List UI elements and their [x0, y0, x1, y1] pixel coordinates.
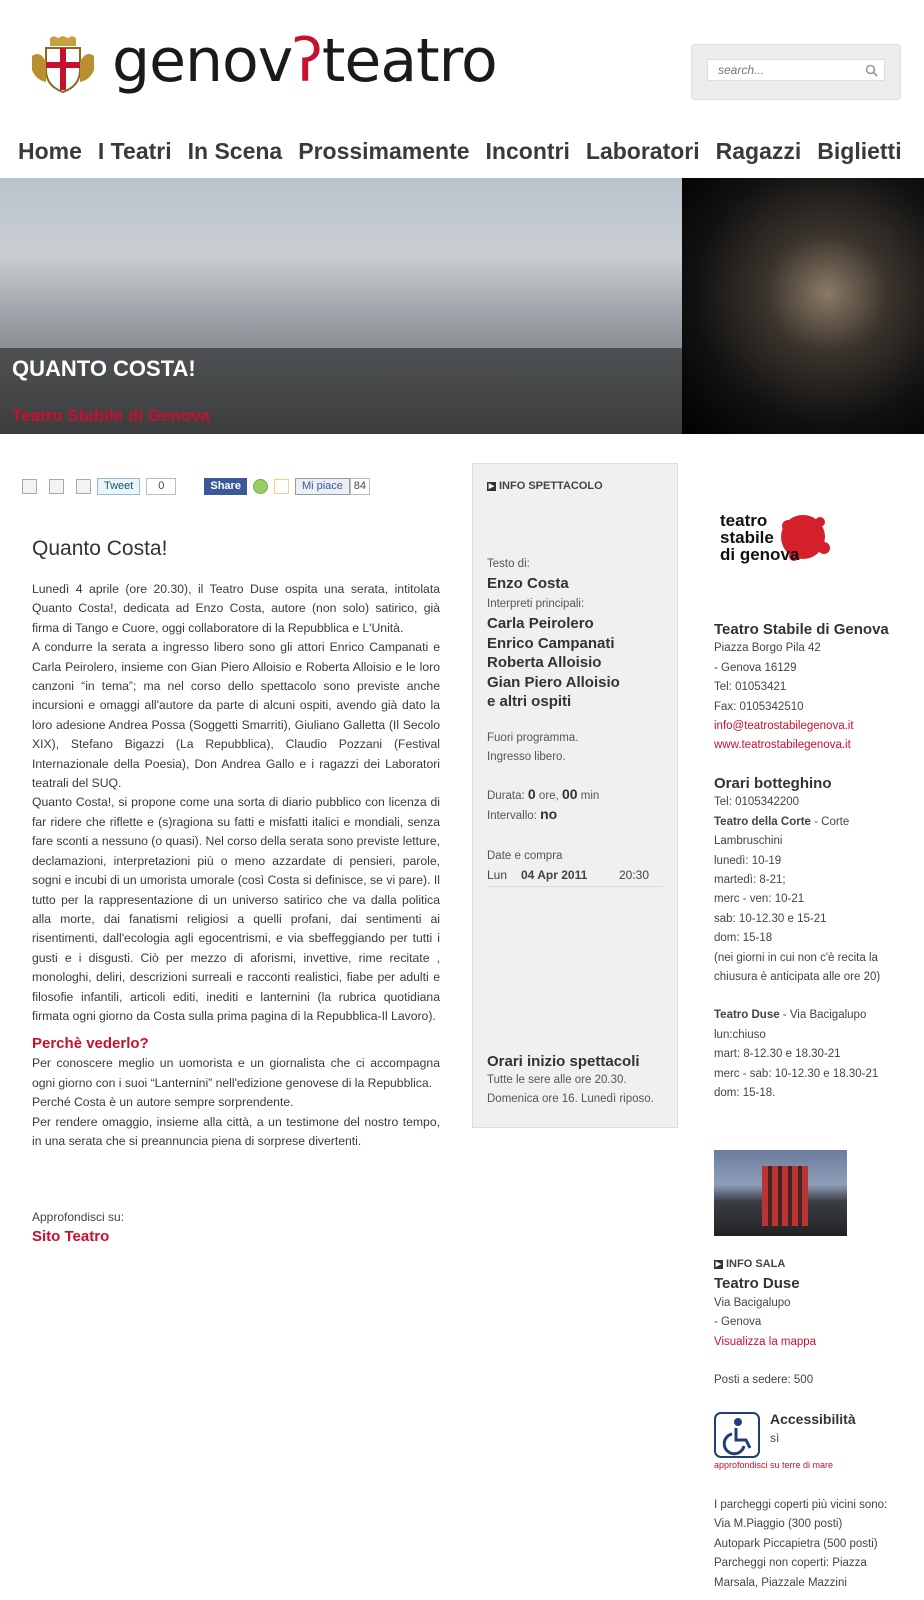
banner-title: QUANTO COSTA! [12, 356, 196, 381]
hours-line: lunedì: 10-19 [714, 854, 782, 867]
search-icon[interactable] [865, 64, 878, 77]
testo-label: Testo di: [487, 558, 530, 570]
botteghino-phone: Tel: 0105342200 [714, 796, 800, 809]
accessibility-value: sì [770, 1431, 780, 1445]
info-spettacolo-heading: ▶ INFO SPETTACOLO [488, 480, 603, 492]
teatro-stabile-logo[interactable]: teatro stabile di genova [720, 508, 840, 570]
why-paragraph: Per conoscere meglio un uomorista e un giornalista che ci accompagna ogni giorno con i suoi “Lanternini” nell'edizione genovese di la Repubblica. [32, 1056, 440, 1090]
article-title: Quanto Costa! [32, 537, 168, 560]
orari-line: Domenica ore 16. Lunedì riposo. [487, 1093, 654, 1105]
genova-crest-icon [28, 36, 98, 96]
info-sala-heading: ▶ INFO SALA [715, 1258, 786, 1270]
article-paragraph: Quanto Costa!, si propone come una sorta di diario pubblico con licenza di far ridere che riflette e (s)ragiona su fatti e misfatti italici e mondiali, senza fare sconti a nessuno (o quasi). Nel corso della serata sono previste letture, declamazioni, interpretazioni più o meno azzardate di pensieri, parole, sogni e incubi di un umorista umorale (così Costa si definisce, se vi pare). Il tutto per la rappresentazione di un universo satirico che va dalla politica alla morte, dai fanatismi religiosi a quelli profani, dai sentimenti ai risentimenti, dall'ecologia agli egocentrismi, e via sbeffeggiando per tutti i gusti e i disgusti. Ciò per mezzo di aforismi, invettive, rime recitate , monologhi, deliri, descrizioni surreali e racconti realistici, fiabe per adulti e filosofie infantili, articoli editi, inediti e lanternini (la rubrica quotidiana firmata ogni giorno da Costa sulla prima pagina di la Repubblica-Il Lavoro). [32, 795, 440, 1023]
arrow-right-icon: ▶ [715, 1260, 722, 1268]
ingresso-libero: Ingresso libero. [487, 751, 566, 763]
botteghino-block [714, 774, 904, 1104]
delicious-icon[interactable] [253, 479, 268, 494]
info-spettacolo-box [472, 463, 678, 1128]
info-sala-block [714, 1255, 904, 1390]
search-input[interactable] [707, 59, 885, 81]
sala-name: Teatro Duse [714, 1275, 800, 1293]
hours-line: lun:chiuso [714, 1028, 766, 1041]
parcheggi-block [714, 1496, 904, 1593]
hours-line: dom: 15-18. [714, 1087, 776, 1100]
date-entry[interactable]: Lun 04 Apr 2011 20:30 [487, 868, 663, 887]
oknotizie-icon[interactable] [274, 479, 289, 494]
why-paragraph: Perché Costa è un autore sempre sorprendente. [32, 1095, 294, 1110]
hours-line: sab: 10-12.30 e 15-21 [714, 912, 827, 925]
approfondisci-label: Approfondisci su: [32, 1210, 125, 1224]
hours-line: merc - sab: 10-12.30 e 18.30-21 [714, 1067, 879, 1080]
corte-header: Teatro della Corte - Corte Lambruschini [714, 815, 850, 848]
search-container [691, 44, 901, 100]
interprete: e altri ospiti [487, 693, 572, 710]
like-count: 84 [350, 478, 370, 495]
interprete: Enrico Campanati [487, 634, 615, 652]
why-heading: Perchè vederlo? [32, 1035, 149, 1053]
share-toolbar [22, 478, 370, 495]
website-link[interactable]: www.teatrostabilegenova.it [714, 739, 851, 752]
terre-di-mare-link[interactable]: approfondisci su terre di mare [714, 1460, 834, 1470]
print-icon[interactable] [22, 479, 37, 494]
facebook-share-button[interactable]: Share [204, 478, 247, 495]
intervallo-row: Intervallo: no [487, 806, 558, 822]
email-link[interactable]: info@teatrostabilegenova.it [714, 720, 854, 733]
arrow-right-icon: ▶ [488, 482, 495, 490]
contact-block [714, 620, 904, 756]
address-line: - Genova 16129 [714, 661, 797, 674]
duse-header: Teatro Duse - Via Bacigalupo [714, 1009, 867, 1022]
parcheggi-line: I parcheggi coperti più vicini sono: [714, 1499, 888, 1511]
article-body [32, 536, 440, 1151]
orari-line: Tutte le sere alle ore 20.30. [487, 1074, 627, 1086]
hours-line: dom: 15-18 [714, 932, 773, 945]
hours-line: merc - ven: 10-21 [714, 893, 805, 906]
favorite-icon[interactable] [76, 479, 91, 494]
nav-i-teatri[interactable]: I Teatri [97, 138, 172, 164]
sito-teatro-link[interactable]: Sito Teatro [32, 1228, 110, 1245]
parcheggi-line: Autopark Piccapietra (500 posti) [714, 1537, 878, 1550]
show-banner [0, 178, 924, 434]
nav-ragazzi[interactable]: Ragazzi [715, 138, 802, 164]
hours-line: martedì: 8-21; [714, 874, 786, 887]
tweet-count: 0 [146, 478, 176, 495]
botteghino-title: Orari botteghino [714, 775, 832, 792]
testo-value: Enzo Costa [487, 575, 569, 592]
address-line: Piazza Borgo Pila 42 [714, 642, 821, 655]
fax: Fax: 0105342510 [714, 700, 804, 713]
email-icon[interactable] [49, 479, 64, 494]
nav-laboratori[interactable]: Laboratori [585, 138, 700, 164]
banner-subtitle: Teatro Stabile di Genova [12, 406, 211, 425]
parcheggi-line: Parcheggi non coperti: Piazza Marsala, Piazzale Mazzini [714, 1557, 867, 1589]
sala-address: - Genova [714, 1316, 762, 1329]
nav-in-scena[interactable]: In Scena [187, 138, 283, 164]
site-logo[interactable]: genovʔteatro [112, 26, 497, 96]
nav-prossimamente[interactable]: Prossimamente [298, 138, 470, 164]
posti-sedere: Posti a sedere: 500 [714, 1374, 814, 1387]
durata-row: Durata: 0 ore, 00 min [487, 786, 600, 802]
phone: Tel: 01053421 [714, 681, 787, 694]
accessibility-title: Accessibilità [770, 1411, 856, 1427]
article-paragraph: A condurre la serata a ingresso libero sono gli attori Enrico Campanati e Carla Peirolero, insieme con Gian Piero Alloisio e Roberta Alloisio e le loro canzoni “in tema”; ma nel corso dello spettacolo sono previste anche incursioni e omaggi all'autore da parte di alcuni ospiti, avendo già dato la loro adesione Andrea Possa (Soggetti Smarriti), Giuliano Galletta (Il Secolo XIX), Stefano Bigazzi (La Repubblica), Claudio Pozzani (Festival Internazionale della Poesia), Don Andrea Gallo e i ragazzi dei Laboratori teatrali del SUQ. [32, 640, 440, 791]
interprete: Gian Piero Alloisio [487, 673, 620, 691]
org-name: Teatro Stabile di Genova [714, 621, 889, 638]
date-label: Date e compra [487, 850, 563, 862]
sala-address: Via Bacigalupo [714, 1296, 791, 1309]
parcheggi-line: Via M.Piaggio (300 posti) [714, 1518, 843, 1531]
banner-photo-portrait [682, 178, 924, 434]
nav-biglietti[interactable]: Biglietti [817, 138, 902, 164]
nav-home[interactable]: Home [18, 138, 82, 164]
orari-title: Orari inizio spettacoli [487, 1053, 640, 1070]
interprete: Carla Peirolero [487, 615, 594, 632]
why-paragraph: Per rendere omaggio, insieme alla città, a un testimone del nostro tempo, in una serata che si preannuncia piena di sorprese divertenti. [32, 1114, 440, 1148]
facebook-like-button[interactable]: Mi piace [295, 478, 350, 495]
interpreti-label: Interpreti principali: [487, 598, 585, 610]
hours-line: mart: 8-12.30 e 18.30-21 [714, 1048, 841, 1061]
nav-incontri[interactable]: Incontri [485, 138, 570, 164]
article-paragraph: Lunedì 4 aprile (ore 20.30), il Teatro Duse ospita una serata, intitolata Quanto Costa!, dedicata ad Enzo Costa, autore (non solo) satirico, già firma di Tango e Cuore, oggi collaboratore di la Repubblica e L'Unità. [32, 582, 440, 635]
map-link[interactable]: Visualizza la mappa [714, 1335, 817, 1348]
main-nav [18, 138, 902, 165]
interpreti-list [487, 614, 620, 712]
teatro-duse-photo [714, 1150, 847, 1236]
hours-note: (nei giorni in cui non c'è recita la chiusura è anticipata alle ore 20) [714, 951, 881, 984]
tweet-button[interactable]: Tweet [97, 478, 140, 495]
fuori-programma: Fuori programma. [487, 732, 579, 744]
wheelchair-icon [714, 1412, 760, 1458]
interprete: Roberta Alloisio [487, 654, 602, 671]
